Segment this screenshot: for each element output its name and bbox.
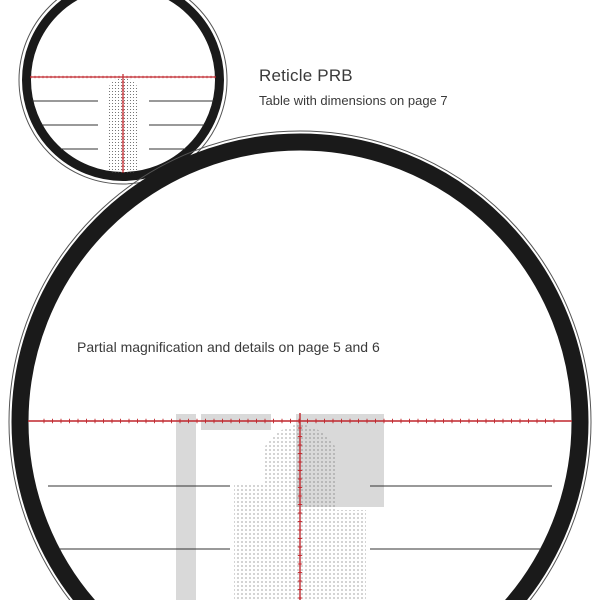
reticle-title: Reticle PRB [259,66,353,85]
large-vertical-ticks [298,428,302,598]
magnification-note: Partial magnification and details on page 5 and 6 [77,339,380,355]
highlight-box-left [176,414,196,600]
reticle-subtitle: Table with dimensions on page 7 [259,93,448,108]
highlight-box-top [201,414,271,430]
large-horizontal-ticks [44,419,554,423]
